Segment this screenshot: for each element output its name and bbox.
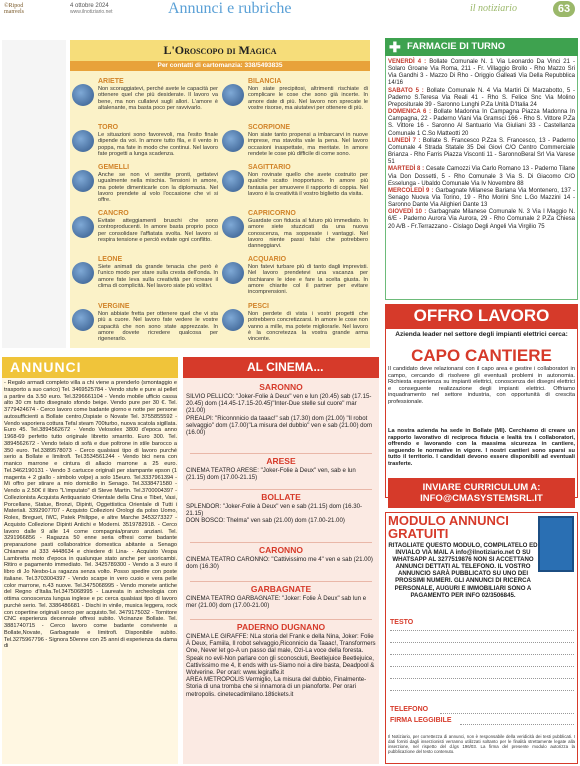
sign-text: Non siate tanto propensi a imbarcarvi in nuove imprese, ma stavolta vale la pena. Nel lavoro occasioni inaspettate, ma meritate. In amore rendete le cose più difficile di come sono. [248,132,368,157]
zodiac-gemelli-icon [72,170,94,192]
ad-form-disclaimer: Il Notiziario, per correttezza di annunci, non è responsabile della veridicità dei testi pubblicati. I dati forniti dagli inserzionisti verranno utilizzati soltanto per le finalità strettamente legate alla inserzione, nel rispetto del d.lgs 196/03. La firma del presente modulo autorizza la pubblicazione del testo contenuto. [388,734,575,754]
zodiac-leone-icon [72,262,94,284]
horoscope-title: L'Oroscopo di Magica [70,40,370,61]
pharmacy-day [388,166,575,187]
ad-form-text-line-6[interactable] [390,690,574,691]
sign-text: Siete animati da grande tenacia che però è l'unico modo per stare sulla cresta dell'onda. In amore fate leva sulla creatività per ricreare il clima di complicità. Nel lavoro siate più volitivi. [98,264,218,289]
zodiac-ariete-icon [72,84,94,106]
pharmacy-day [388,88,575,109]
cinema-schedule: CINEMA TEATRO GARBAGNATE: "Joker: Folie À Deux" sab lun e mer (21.00) dom (17.00-21.00) [186,595,367,610]
cinema-divider [190,453,372,454]
horoscope-sign [98,210,218,243]
ad-form-text-label: TESTO [390,619,414,626]
ad-form-logo-icon [538,516,574,572]
sign-text: Non abbiate fretta per ottenere quel che vi sta più a cuore. Nel lavoro fate vedere le vostre capacità che non sono state apprezzate. In amore dovete ricredere qualcosa per rigenerarlo. [98,311,218,343]
curriculum-email-link[interactable]: INVIARE CURRICULUM A: INFO@CMASYSTEMSRL.IT [388,478,575,508]
cinema-town: GARBAGNATE [250,584,312,594]
ad-form-text-line-3[interactable] [390,654,574,655]
pharmacy-day-text: Bollate S. Francesco P.Zza S. Francesco, 13 - Paderno Comunale 4 Strada Statale 35 Dei Giovi C/O Centro Commerciale Brianza - Rho Farris Piazza Visconti 11 - SaronnoBeral Srl Via Varese 51 [388,137,576,166]
pharmacy-title: FARMACIE DI TURNO [385,38,578,56]
sign-name: LEONE [98,256,123,263]
horoscope-sign [248,303,368,342]
page-number: 63 [553,1,575,17]
job-offer-body-2: La nostra azienda ha sede in Bollate (MI). Cerchiamo di creare un rapporto lavorativo di reciproca fiducia e lealtà tra i collaboratori, offrendo e lavorando con la massima sicurezza in cantiere, seguendo le normative in vigore. I nostri cantieri sono sparsi su tutto il territorio. I candidati devono essere disponibili ad eventuali trasferte. [388,428,575,467]
zodiac-pesci-icon [222,309,244,331]
pharmacy-day-label: DOMENICA 6 : [388,109,434,116]
ad-form-text-line-1[interactable] [390,630,574,631]
zodiac-capricorno-icon [222,216,244,238]
publisher-logo: ©Ripod manvels [4,3,24,15]
sign-name: CANCRO [98,210,129,217]
ad-form-instructions: RITAGLIATE QUESTO MODULO, COMPILATELO ED INVIALO VIA MAIL A info@ilnotiziario.net O SU WHATSAPP AL 3277519876 NON SI ACCETTANO ANNUNCI DETTATI AL TELEFONO. IL VOSTRO ANNUNCIO SARÀ PUBBLICATO SU UNO DEI PROSSIMI NUMERI. GLI ANNUNCI DI RICERCA PERSONALE, AUGURI E IMMOBILIARI SONO A PAGAMENTO PER INFO 02/3506845. [388,542,538,599]
pharmacy-day-text: Cesate Camozzi Via Carlo Romano 13 - Paderno Tilane Via Don Dossetti, 5 - Rho Comunale 3 Via S. Di Giacomo C/O Esselunga - Ubaldo Comunale Via Iv Novembre 88 [388,166,575,187]
cinema-schedule: SPLENDOR: "Joker-Folie à Deux" ven e sab (21.15) dom (16.30-21.15) DON BOSCO: Thelma" ven sab (21.00) dom (17.00-21.00) [186,503,363,525]
section-title: Annunci e rubriche [168,0,292,17]
classifieds-title: ANNUNCI [2,357,178,378]
horoscope-sign [248,78,368,111]
sign-name: SCORPIONE [248,124,291,131]
sign-text: Non perdete di vista i vostri progetti che potrebbero concretizzarsi. In amore le cose non vanno a mille, ma potete migliorarle. Nel lavoro è la concretezza la vostra grande arma vincente. [248,311,368,343]
ad-form-signature-label: FIRMA LEGGIBILE [390,717,452,724]
horoscope-sign [98,78,218,111]
sign-name: VERGINE [98,303,130,310]
job-offer-intro: Azienda leader nel settore degli impianti elettrici cerca: [395,331,568,338]
sign-text: Non fatevi turbare più di tanto dagli imprevisti. Nel lavoro prendetevi una vacanza per rischiarare le idee e fare la scelta giusta. In amore chiarite col il partner per evitare incomprensioni. [248,264,368,296]
pharmacy-day-label: MERCOLEDÌ 9 : [388,187,436,194]
cinema-divider [190,489,372,490]
horoscope-sign [248,256,368,295]
brand-name: il notiziario [470,3,517,14]
pharmacy-day-text: Garbagnate Milanese Bariana Via Montenero, 137 - Senago Nuova Via Torino, 19 - Rho Morini Snc L.Go Mazzini 14 - Saronno Dante Via Alighieri Dante 13 [388,187,575,209]
sign-text: Evitate atteggiamenti bruschi che sono controproducenti. In amore basta proprio poco per consolidare l'affiatata svolta. Nel lavoro si respira tensione e perciò evitate ogni conflitto. [98,218,218,243]
sign-name: TORO [98,124,119,131]
pharmacy-day [388,109,575,138]
sign-text: Non siate precipitosi, altrimenti rischiate di complicare le cose che sono già incerte. In amore date di più. Nel lavoro non sprecate le vostre risorse, ma aiutatevi per ottenere di più. [248,86,368,111]
pharmacy-cross-icon: ✚ [389,39,401,55]
job-offer-headline: CAPO CANTIERE [411,346,552,365]
sign-name: PESCI [248,303,270,310]
ad-form-phone-label: TELEFONO [390,706,429,713]
horoscope-sign [248,124,368,157]
job-offer-body: Il candidato deve relazionarsi con il capo area e gestire i collaboratori in campo, cercando di risolvere gli eventuali problemi in autonomia. Richiesta esperienza su impianti elettrici, conoscenza dei disegni elettrici e conseguente realizzazione degli impianti elettrici. Offriamo inquadramento nel settore industria, con opportunità di crescita professionale. [388,366,575,405]
sign-name: BILANCIA [248,78,282,85]
zodiac-cancro-icon [72,216,94,238]
zodiac-sagittario-icon [222,170,244,192]
horoscope-sign [98,256,218,289]
pharmacy-day [388,138,575,167]
cinema-town: BOLLATE [261,492,301,502]
pharmacy-day-text: Garbagnate Milanese Comunale N. 3 Via I Maggio N. 6/E - Paderno Aurora Via Aurora, 29 - Rho Comunale 2 P.Za Chiesa 20 A/B - Fr.Terrazzano - Cislago Degli Angeli Via Virgilio 75 [388,209,575,230]
horoscope-sign [98,164,218,203]
side-strip [2,40,66,348]
job-offer-title: OFFRO LAVORO [385,304,578,328]
cinema-schedule: SILVIO PELLICO: "Joker-Folie à Deux" ven e lun (20.45) sab (17.15-20.45) dom (14.45-17.15-20.45)"Inter-Due stelle sul cuore" mar (21.00) PREALPI: "Riconnnicio da taaac!" sab (17.30) dom (21.00) "Il robot selvaggio" dom (17.00)"La misura del dubbio" ven e sab (21.00) dom (16.00) [186,393,373,437]
cinema-town: CARONNO [259,545,303,555]
sign-text: Anche se non vi sentite pronti, gettatevi ugualmente nella mischia. Tensioni in amore, ma potete dimenticarle con la diplomazia. Nel lavoro prendete al volo l'occasione che vi si offre. [98,172,218,204]
sign-name: ACQUARIO [248,256,287,263]
cinema-town: PADERNO DUGNANO [236,622,326,632]
cinema-divider [190,581,372,582]
pharmacy-day [388,59,575,88]
pharmacy-day [388,188,575,209]
sign-text: Non scoraggiatevi, perché avete le capacità per ottenere quel che più desiderate. Il lavoro va bene, ma non cullatevi sugli allori. L'amore è altalenante, ma basta poco per ravvivarlo. [98,86,218,111]
ad-form-text-line-4[interactable] [390,666,574,667]
horoscope-sign [248,164,368,197]
horoscope-subtitle: Per contatti di cartomanzia: 338/5493835 [70,61,370,71]
cinema-schedule: CINEMA LE GIRAFFE: NLa storia del Frank e della Nina, Joker: Folie À Deux, Famiila, Il robot selvaggio,Riconnicio da Taaac!, Transformers One, Never let go-A un passo dal male, Ozi-La voce della foresta. Speak no evil-Non parlare con gli sconosciuti, Beetlejuice Beetlejuice, Cattivissimo me 4, It ends with us-Siamo noi a dire basta, Deadpool & Wolverine. Per orari: www.legiraffe.it AREA METROPOLIS Vermiglio, La misura del dubbio, Finalmente-Storia di una tromba che si innamora di un pianoforte. Per orari metropolis. cinetecadimilano.18tickets.it [186,633,376,698]
ad-form-signature-field[interactable] [460,724,574,725]
ad-form-text-line-2[interactable] [390,642,574,643]
zodiac-scorpione-icon [222,130,244,152]
ad-form-text-line-5[interactable] [390,678,574,679]
pharmacy-day-text: Bollate Madonna In Campagna Piazza Madonna In Campagna, 22 - Paderno Viani Via Gramsci 166 - Rho S. Vittore P.Za S. Vittore 16 - Saronno Al Santuario Via Giuliani 33 - Castellanza Comunale 1 C.So Matteotti 20 [388,109,576,137]
horoscope-sign [98,303,218,342]
zodiac-bilancia-icon [222,84,244,106]
pharmacy-day-label: LUNEDÌ 7 : [388,137,423,144]
website-link[interactable]: www.ilnotiziario.net [70,9,113,15]
pharmacy-day-label: VENERDÌ 4 : [388,59,430,65]
zodiac-vergine-icon [72,309,94,331]
pharmacy-day-label: GIOVEDÌ 10 : [388,209,429,216]
pharmacy-day [388,209,575,230]
issue-date: 4 ottobre 2024 [70,3,109,9]
cinema-schedule: CINEMA TEATRO ARESE: "Joker-Folie à Deux" ven, sab e lun (21.15) dom (17.00-21.15) [186,467,356,482]
pharmacy-list [388,59,575,231]
cinema-divider [190,542,372,543]
sign-text: Non rovinate quello che avete costruito per qualche scatto inopportuno. In amore più fantasia per smuovere il rapporto di coppia. Nel lavoro è la creatività il vostro biglietto da visita. [248,172,368,197]
ad-form-title: MODULO ANNUNCI GRATUITI [388,513,509,541]
zodiac-acquario-icon [222,262,244,284]
cinema-divider [190,619,372,620]
cinema-title: AL CINEMA... [183,357,379,378]
sign-name: SAGITTARIO [248,164,291,171]
horoscope-sign [98,124,218,157]
classifieds-text: - Regalo armadi completo villa a chi viene a prenderlo (smontaggio e trasporto a suo carico) Tel. 3469525784 - Vendo stufe e pure ai pellet a partire da 3.50 euro. Tel.3296661104 - Vendo mobile ufficio cassa alto 30 cm tutto disegnato sfondo beige. Vendo pure per 30 €. Tel. 3779424674 - Cerco lavoro come badante giorno e notte per persone autosufficienti a Bollate centro,Ospiate o Novate Tel. 3755855592 - Vendo vaporiera cottura Tefal steam 700turbo, nuova scatola sigillata. Euro 45. Tel.3894562672 - Vendo Velosolex 3800 d'epoca anno 1968-69 perfetto tutto originale libretto smarrito. Euro 300. Tel. 3894562672 - Vendo telaio di sofà e due poltrone in stile barocco a 350 euro. Tel.3389578073 - Cerco qualsiasi tipo di lavoro purché serio a Bollate e limitrofi. Tel.3534561244 - Vendo bici nera con manico marrone e cintura di allacio marrone a 25 euro. Tel.3462190131 - Vendo 3 cartucce originali per stampante epson (1 magenta + 2 giallo - simbolo volpe) a solo 15euro. Tel.3337961394 - Mi offro per stirare a mio domicilio in Senago. Tel.3338471580 - Vendo a 2.50€ il libro "L'imputato" di Steve Martin. Tel.3700004397 - Collezionista Acquista Antiquariato Orientale della Cina e Tibet, Vasi, Porcellane, Statue, Bronzi, Dipinti, Oggettistica Orientale di Tutti i Materiali. 3392907707 - Acquisto Collezioni Orologi da polso Uomo, Rolex, Breguet, IWC, Patek Philippe, e altre Marche 3453273327 - Acquisto Collezione Dipinti Antichi e Moderni. 3519782918. - Cerco lavoro dalle 9 alle 14 come compagnia/pranzo anziani. Tel. 3291966856 - Ragazza 50 enne seria offresi come badante preparazione pasti collaboratrice domestica abitante a Senago Chiamare al 333 4448634 e chiedere di Lina- - Acquisto Vespa Lambretta moto d'epoca in qualunque stato anche per usoricambi. Ritiro e pagamento immediato. Tel. 3425789300 - Vendo a 3 euro il libro di Jo Nesbo-La ragazza senza volto. Posso spedire con poste italiane. Tel.3703004397 - Vendo scarpe in vero cuoio e vera pelle color marrone, n.43 nuove. Tel.3475068995 - Vendo monete antiche del Regno d'Italia.Tel.3475068995 - Laureata in archeologia con ottima conoscenza lungua inglese e pc cerca qualsiasi tipo di lavoro purchè serio. Tel. 3386486681 - Dischi in vinile, musica leggera, rock con copertine originali cerco per acquisto.Tel. 3479175032 - Tornitore CNC esperienza decennale offresi subito. Vicinanze Bollate. Tel. 3881740715 - Cerco lavoro come badante convivente a Bollate,Novate, Garbagnate e limitrofi. Disponibile subito. Tel.3275967796 - Signora 50enne con 25 anni di esperienza da dama di [4,380,177,650]
sign-text: Le situazioni sono favorevoli, ma l'esito finale dipende da voi. In amore tutto fila, e il vento in poppa, ma fate in modo che continui. Nel lavoro fate progetti a lunga scadenza. [98,132,218,157]
pharmacy-day-text: Bollate Comunale N. 1 Via Leonardo Da Vinci 21 - Solaro Groane Via Roma, 211 - Fr. Villaggio Brollo - Rho Mazzo Sri Via Gandhi 3 - Mazzo Di Rho - Origgio Galleati Via Della Repubblica 14/16 [388,59,575,87]
zodiac-toro-icon [72,130,94,152]
pharmacy-day-label: MARTEDÌ 8 : [388,166,426,173]
ad-form-phone-field[interactable] [440,713,574,714]
sign-name: ARIETE [98,78,124,85]
sign-name: GEMELLI [98,164,130,171]
sign-text: Guardate con fiducia al futuro più immediato. In amore siete stuzzicati da una nuova conoscenza, ma soppesate i vantaggi. Nel lavoro niente passi falsi che potrebbero danneggiarvi. [248,218,368,250]
cinema-town: SARONNO [259,382,303,392]
horoscope-sign [248,210,368,249]
cinema-town: ARESE [266,456,296,466]
pharmacy-day-text: Bollate Comunale N. 4 Via Martiri Di Marzabotto, 5 - Paderno S.Teresa Via Reali 41 - Rho S. Felice Snc Via Molino Prepositurale 39 - Saronno Lunghi P.Za Unità D'Italia 24 [388,87,575,108]
cinema-schedule: CINEMA TEATRO CARONNO: "Cattivissimo me 4" ven e sab (21.00) dom (16.30) [186,556,373,571]
sign-name: CAPRICORNO [248,210,296,217]
pharmacy-day-label: SABATO 5 : [388,87,427,94]
